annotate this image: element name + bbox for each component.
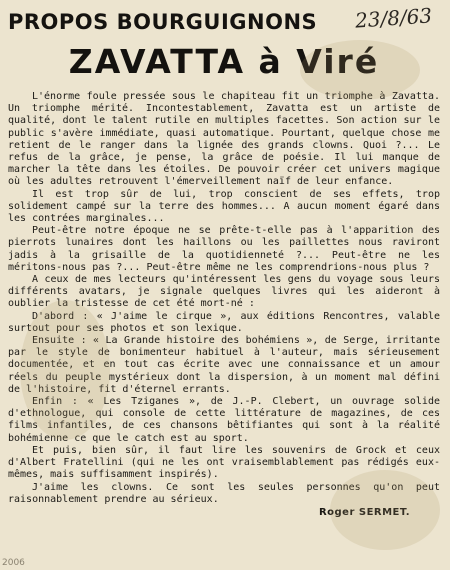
paper-stain xyxy=(300,40,420,100)
clipping-header xyxy=(8,3,440,36)
section-kicker: PROPOS BOURGUIGNONS xyxy=(8,10,318,34)
article-body xyxy=(8,91,440,506)
paper-stain xyxy=(20,300,110,440)
article-paragraph: A ceux de mes lecteurs qu'intéressent les gens du voyage sous leurs différents avatars, je signale quelques livres qui les aideront à oublier la tristesse de cet été mort-né : xyxy=(8,274,440,310)
article-paragraph: J'aime les clowns. Ce sont les seules personnes qu'on peut raisonnablement prendre au sérieux. xyxy=(8,481,440,505)
author-signature: Roger SERMET. xyxy=(318,506,410,518)
edge-mark: 2006 xyxy=(2,558,25,568)
article-paragraph: Ensuite : « La Grande histoire des bohémiens », de Serge, irritante par le style de bonimenteur habituel à l'auteur, mais sérieusement documentée, et en tout cas écrite avec une connaissance et un amour réels du peuple mystérieux dont la dispersion, à un moment mal défini de l'histoire, fit d'éternel errants. xyxy=(8,335,440,395)
article-paragraph: Il est trop sûr de lui, trop conscient de ses effets, trop solidement campé sur la terre des hommes... A aucun moment égaré dans les contrées marginales... xyxy=(8,188,440,225)
paper-stain xyxy=(330,470,440,550)
article-paragraph: L'énorme foule pressée sous le chapiteau fit un triomphe à Zavatta. Un triomphe mérité. Incontestablement, Zavatta est un artiste de qualité, dont le talent rutile en multiples facettes. Son action sur le public s'avère immédiate, quasi automatique. Pourtant, quelque chose me retient de le ranger dans la lignée des grands clowns. Quoi ?... Le refus de la grâce, je pense, la grâce de poésie. Il lui manque de marcher la tête dans les étoiles. De pouvoir créer cet univers magique où les adultes retrouvent l'émerveillement naïf de leur enfance. xyxy=(8,91,440,188)
article-paragraph: D'abord : « J'aime le cirque », aux éditions Rencontres, valable surtout pour ses photos et son lexique. xyxy=(8,310,440,334)
article-paragraph: Et puis, bien sûr, il faut lire les souvenirs de Grock et ceux d'Albert Fratellini (qui ne les ont vraisemblablement pas rédigés eux-mêmes, mais suffisamment inspirés). xyxy=(8,444,440,481)
article-paragraph: Peut-être notre époque ne se prête-t-elle pas à l'apparition des pierrots lunaires dont les haillons ou les paillettes nous raviront jadis à la grisaille de la quotidienneté ?... Peut-être ne les méritons-nous pas ?... Peut-être même ne les comprendrions-nous plus ? xyxy=(8,225,440,273)
handwritten-date: 23/8/63 xyxy=(354,3,433,33)
article-paragraph: Enfin : « Les Tziganes », de J.-P. Clebert, un ouvrage solide d'ethnologue, qui console de cette littérature de magazines, de ces films infantiles, de ces chansons bêtifiantes qui sont à la réalité bohémienne ce que le catch est au sport. xyxy=(8,396,440,444)
article-headline: ZAVATTA à Viré xyxy=(68,42,380,81)
